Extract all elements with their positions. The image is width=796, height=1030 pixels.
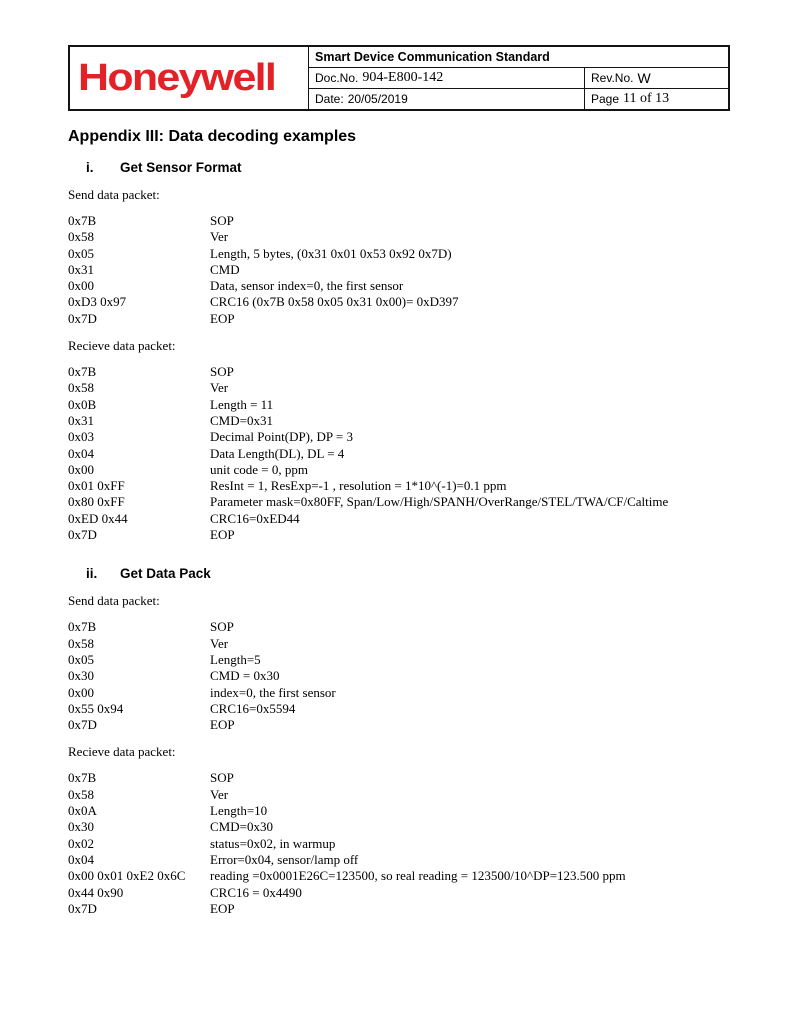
section-heading <box>68 565 730 582</box>
doc-number-cell <box>308 67 584 88</box>
packet-bytes: 0x7D <box>68 717 97 733</box>
packet-bytes: 0x58 <box>68 786 94 802</box>
date-value: 20/05/2019 <box>347 92 408 106</box>
packet-bytes: 0x04 <box>68 445 94 461</box>
packet-row <box>68 636 730 652</box>
packet-description: Parameter mask=0x80FF, Span/Low/High/SPANH/OverRange/STEL/TWA/CF/Caltime <box>210 494 669 510</box>
packet-bytes: 0x80 0xFF <box>68 494 125 510</box>
packet-description: EOP <box>210 310 235 326</box>
packet-bytes: 0x05 <box>68 245 94 261</box>
packet-row <box>68 685 730 701</box>
packet-bytes: 0x00 <box>68 461 94 477</box>
packet-bytes: 0x7B <box>68 619 97 635</box>
packet-row <box>68 836 730 852</box>
packet-bytes: 0x02 <box>68 835 94 851</box>
packet-description: SOP <box>210 619 234 635</box>
packet-row <box>68 868 730 884</box>
packet-row <box>68 446 730 462</box>
receive-packet-rows <box>68 770 730 917</box>
section-heading-text: Get Sensor Format <box>120 160 242 175</box>
packet-description: index=0, the first sensor <box>210 684 336 700</box>
logo-cell <box>70 47 308 109</box>
packet-bytes: 0x00 0x01 0xE2 0x6C <box>68 868 186 884</box>
packet-bytes: 0x7B <box>68 364 97 380</box>
packet-row <box>68 803 730 819</box>
packet-bytes: 0xED 0x44 <box>68 510 128 526</box>
packet-description: Ver <box>210 786 229 802</box>
packet-description: CRC16=0x5594 <box>210 700 296 716</box>
packet-row <box>68 770 730 786</box>
packet-row <box>68 494 730 510</box>
receive-packet-label: Recieve data packet: <box>68 744 176 760</box>
packet-row <box>68 701 730 717</box>
packet-bytes: 0x58 <box>68 380 94 396</box>
packet-row <box>68 885 730 901</box>
packet-description: Decimal Point(DP), DP = 3 <box>210 429 353 445</box>
packet-description: CMD <box>210 261 240 277</box>
section-get-data-pack <box>68 565 730 917</box>
packet-row <box>68 787 730 803</box>
packet-description: Ver <box>210 229 229 245</box>
doc-number-label: Doc.No. <box>315 71 359 85</box>
section-heading-text: Get Data Pack <box>120 566 211 582</box>
packet-bytes: 0xD3 0x97 <box>68 294 127 310</box>
revision-cell <box>584 67 728 88</box>
page-number-label: Page <box>591 92 620 106</box>
packet-bytes: 0x7B <box>68 770 97 786</box>
packet-row <box>68 294 730 310</box>
packet-bytes: 0x44 0x90 <box>68 884 124 900</box>
packet-description: EOP <box>210 900 235 916</box>
date-cell <box>308 88 584 109</box>
document-header-table <box>68 45 730 111</box>
packet-bytes: 0x7B <box>68 213 97 228</box>
packet-bytes: 0x7D <box>68 527 97 543</box>
packet-row <box>68 527 730 543</box>
section-number: ii. <box>86 566 98 582</box>
section-number: i. <box>86 160 94 175</box>
doc-number-value: 904-E800-142 <box>362 70 444 85</box>
packet-description: ResInt = 1, ResExp=-1 , resolution = 1*10^(-1)=0.1 ppm <box>210 478 507 494</box>
packet-bytes: 0x30 <box>68 668 94 684</box>
section-heading <box>68 159 730 176</box>
packet-row <box>68 819 730 835</box>
packet-description: Length=10 <box>210 803 268 819</box>
packet-row <box>68 619 730 635</box>
page-number-cell <box>584 88 728 109</box>
packet-bytes: 0x30 <box>68 819 94 835</box>
packet-bytes: 0x31 <box>68 412 94 428</box>
packet-description: Error=0x04, sensor/lamp off <box>210 851 359 867</box>
packet-description: Data, sensor index=0, the first sensor <box>210 278 404 294</box>
packet-description: Ver <box>210 635 229 651</box>
honeywell-logo: Honeywell <box>78 57 276 99</box>
packet-description: Length = 11 <box>210 396 274 412</box>
packet-bytes: 0x05 <box>68 651 94 667</box>
packet-description: SOP <box>210 364 234 380</box>
packet-row <box>68 229 730 245</box>
packet-row <box>68 901 730 917</box>
section-get-sensor-format <box>68 159 730 543</box>
packet-row <box>68 364 730 380</box>
packet-description: CRC16 = 0x4490 <box>210 884 302 900</box>
packet-bytes: 0x7D <box>68 310 97 326</box>
packet-bytes: 0x58 <box>68 229 94 245</box>
packet-bytes: 0x01 0xFF <box>68 478 125 494</box>
packet-row <box>68 246 730 262</box>
packet-row <box>68 717 730 733</box>
packet-description: EOP <box>210 717 235 733</box>
packet-row <box>68 213 730 229</box>
receive-packet-rows <box>68 364 730 543</box>
packet-row <box>68 380 730 396</box>
packet-description: CRC16=0xED44 <box>210 510 300 526</box>
send-packet-label: Send data packet: <box>68 593 160 609</box>
packet-description: Data Length(DL), DL = 4 <box>210 445 345 461</box>
packet-row <box>68 478 730 494</box>
packet-row <box>68 262 730 278</box>
packet-description: CMD=0x30 <box>210 819 273 835</box>
receive-packet-label: Recieve data packet: <box>68 338 176 354</box>
document-title: Smart Device Communication Standard <box>315 50 550 64</box>
packet-description: Length, 5 bytes, (0x31 0x01 0x53 0x92 0x7D) <box>210 245 452 261</box>
packet-row <box>68 462 730 478</box>
packet-row <box>68 429 730 445</box>
packet-description: CMD=0x31 <box>210 412 273 428</box>
packet-row <box>68 668 730 684</box>
packet-description: unit code = 0, ppm <box>210 461 308 477</box>
date-label: Date: <box>315 92 344 106</box>
packet-description: reading =0x0001E26C=123500, so real reading = 123500/10^DP=123.500 ppm <box>210 868 626 884</box>
packet-bytes: 0x55 0x94 <box>68 700 124 716</box>
packet-row <box>68 397 730 413</box>
packet-description: EOP <box>210 527 235 543</box>
packet-row <box>68 311 730 327</box>
packet-description: SOP <box>210 770 234 786</box>
packet-bytes: 0x00 <box>68 684 94 700</box>
packet-row <box>68 511 730 527</box>
packet-description: status=0x02, in warmup <box>210 835 336 851</box>
packet-bytes: 0x0B <box>68 396 97 412</box>
page-number-value: 11 of 13 <box>623 91 670 106</box>
packet-row <box>68 652 730 668</box>
revision-label: Rev.No. <box>591 71 634 85</box>
packet-description: Ver <box>210 380 229 396</box>
packet-description: Length=5 <box>210 651 261 667</box>
packet-description: CMD = 0x30 <box>210 668 280 684</box>
send-packet-label: Send data packet: <box>68 187 160 202</box>
send-packet-rows <box>68 619 730 733</box>
packet-bytes: 0x7D <box>68 900 97 916</box>
packet-bytes: 0x58 <box>68 635 94 651</box>
packet-bytes: 0x00 <box>68 278 94 294</box>
send-packet-rows <box>68 213 730 327</box>
revision-value: W <box>637 70 651 86</box>
packet-row <box>68 278 730 294</box>
packet-bytes: 0x0A <box>68 803 97 819</box>
packet-bytes: 0x04 <box>68 851 94 867</box>
packet-row <box>68 852 730 868</box>
packet-bytes: 0x31 <box>68 261 94 277</box>
packet-bytes: 0x03 <box>68 429 94 445</box>
packet-description: CRC16 (0x7B 0x58 0x05 0x31 0x00)= 0xD397 <box>210 294 459 310</box>
packet-description: SOP <box>210 213 234 228</box>
packet-row <box>68 413 730 429</box>
appendix-title: Appendix III: Data decoding examples <box>68 128 357 145</box>
document-title-cell <box>308 47 728 67</box>
